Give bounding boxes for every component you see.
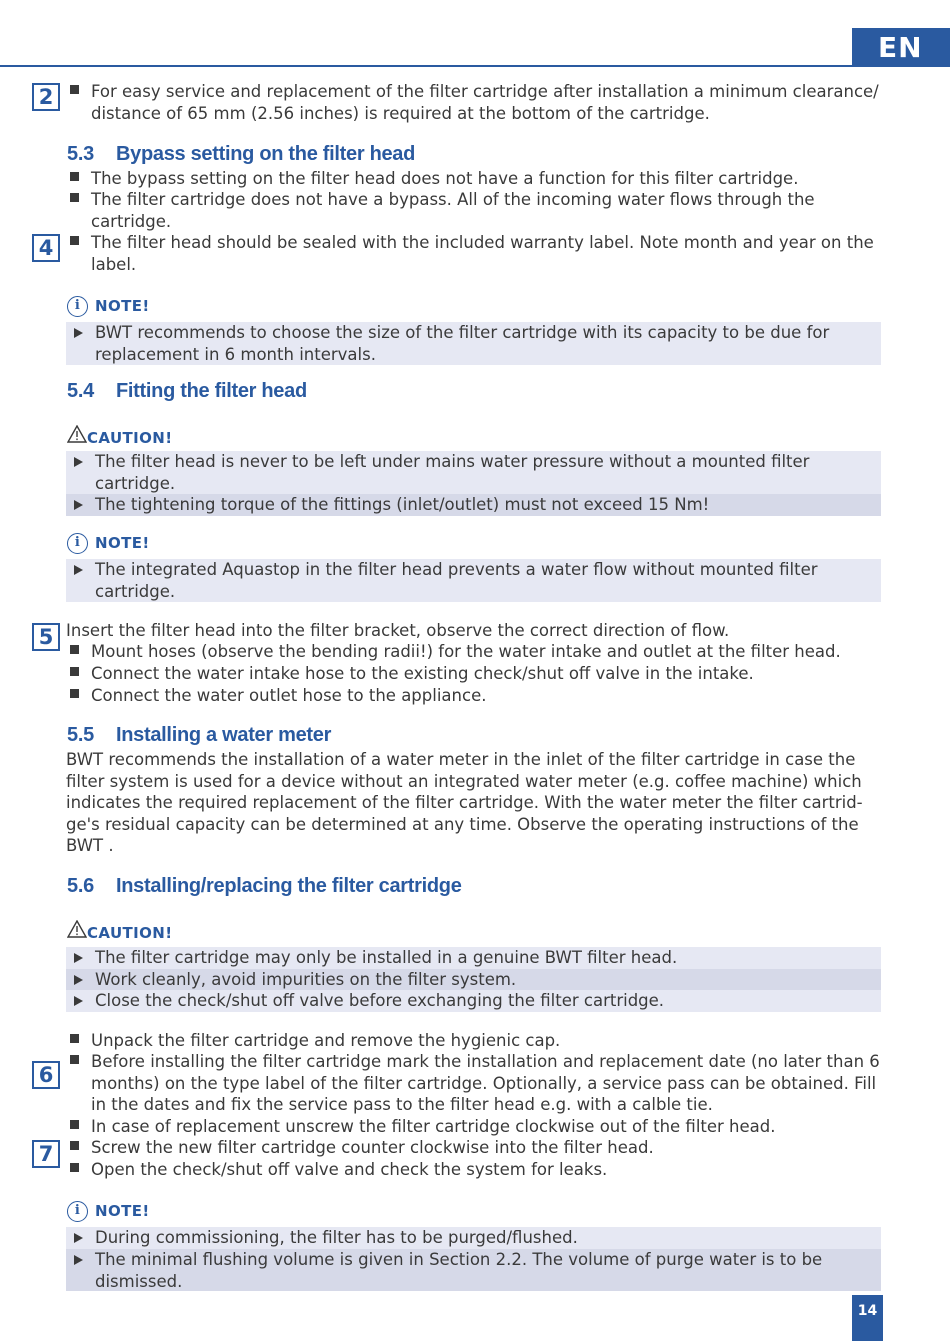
note-label: i NOTE!	[67, 533, 150, 554]
list-item: Before installing the filter cartridge mark the installation and replacement date (no later than 6 months) on the type label of the filter cartridge. Optionally, a service pass can be obtained. Fill in the dates and fix the service pass to the filter head e.g. with a calble tie.	[67, 1051, 882, 1116]
list-item: For easy service and replacement of the filter cartridge after installation a minimum clearance/ distance of 65 mm (2.56 inches) is required at the bottom of the cartridge.	[67, 81, 882, 124]
square-bullet-icon	[70, 1055, 79, 1064]
page-number: 14	[852, 1295, 883, 1341]
info-icon: i	[67, 1201, 88, 1222]
caution-item: Work cleanly, avoid impurities on the filter system.	[66, 969, 881, 990]
info-icon: i	[67, 296, 88, 317]
figure-ref-6: 6	[32, 1061, 60, 1089]
note-item: BWT recommends to choose the size of the filter cartridge with its capacity to be due for replacement in 6 month intervals.	[66, 322, 881, 365]
arrow-bullet-icon	[74, 953, 83, 963]
figure-ref-5: 5	[32, 623, 60, 651]
section-heading-5-6: 5.6 Installing/replacing the filter cartridge	[67, 875, 462, 897]
list-item: The filter cartridge does not have a bypass. All of the incoming water flows through the cartridge.	[67, 189, 882, 232]
list-item: Unpack the filter cartridge and remove the hygienic cap.	[67, 1030, 882, 1052]
warning-icon	[67, 425, 87, 443]
section-heading-5-3: 5.3 Bypass setting on the filter head	[67, 143, 416, 165]
square-bullet-icon	[70, 645, 79, 654]
figure-ref-2: 2	[32, 83, 60, 111]
caution-label: CAUTION!	[67, 920, 173, 942]
note-item: The integrated Aquastop in the filter head prevents a water flow without mounted filter cartridge.	[66, 559, 881, 602]
note-item: The minimal flushing volume is given in Section 2.2. The volume of purge water is to be dismissed.	[66, 1249, 881, 1291]
caution-item: The tightening torque of the fittings (inlet/outlet) must not exceed 15 Nm!	[66, 494, 881, 516]
section-heading-5-4: 5.4 Fitting the filter head	[67, 380, 307, 402]
list-item: Screw the new filter cartridge counter clockwise into the filter head.	[67, 1137, 882, 1159]
square-bullet-icon	[70, 1141, 79, 1150]
arrow-bullet-icon	[74, 1233, 83, 1243]
arrow-bullet-icon	[74, 457, 83, 467]
warning-icon	[67, 920, 87, 938]
step-text: Insert the filter head into the filter bracket, observe the correct direction of flow.	[66, 621, 730, 640]
section-heading-5-5: 5.5 Installing a water meter	[67, 724, 332, 746]
note-label: i NOTE!	[67, 296, 150, 317]
arrow-bullet-icon	[74, 1255, 83, 1265]
arrow-bullet-icon	[74, 996, 83, 1006]
figure-ref-4: 4	[32, 234, 60, 262]
arrow-bullet-icon	[74, 565, 83, 575]
arrow-bullet-icon	[74, 500, 83, 510]
square-bullet-icon	[70, 1163, 79, 1172]
square-bullet-icon	[70, 689, 79, 698]
caution-item: Close the check/shut off valve before exchanging the filter cartridge.	[66, 990, 881, 1012]
info-icon: i	[67, 533, 88, 554]
square-bullet-icon	[70, 667, 79, 676]
caution-item: The filter head is never to be left under mains water pressure without a mounted filter cartridge.	[66, 451, 881, 494]
list-item: In case of replacement unscrew the filter cartridge clockwise out of the filter head.	[67, 1116, 882, 1138]
language-tab: EN	[852, 28, 950, 66]
list-item: Connect the water intake hose to the existing check/shut off valve in the intake.	[67, 663, 882, 685]
list-item: Open the check/shut off valve and check the system for leaks.	[67, 1159, 882, 1181]
square-bullet-icon	[70, 1120, 79, 1129]
caution-label: CAUTION!	[67, 425, 173, 447]
header-rule	[0, 65, 950, 67]
caution-item: The filter cartridge may only be installed in a genuine BWT filter head.	[66, 947, 881, 969]
paragraph: BWT recommends the installation of a water meter in the inlet of the filter cartridge in case the filter system is used for a device without an integrated water meter (e.g. coffee machine) which indicates the required replacement of the filter cartridge. With the water meter the filter cartrid-ge's residual capacity can be determined at any time. Observe the operating instructions of the BWT .	[66, 750, 863, 856]
square-bullet-icon	[70, 1034, 79, 1043]
arrow-bullet-icon	[74, 975, 83, 985]
arrow-bullet-icon	[74, 328, 83, 338]
list-item: The filter head should be sealed with the included warranty label. Note month and year on the label.	[67, 232, 882, 275]
list-item: Mount hoses (observe the bending radii!) for the water intake and outlet at the filter head.	[67, 641, 882, 663]
list-item: Connect the water outlet hose to the appliance.	[67, 685, 882, 707]
square-bullet-icon	[70, 85, 79, 94]
square-bullet-icon	[70, 193, 79, 202]
note-label: i NOTE!	[67, 1201, 150, 1222]
figure-ref-7: 7	[32, 1140, 60, 1168]
square-bullet-icon	[70, 236, 79, 245]
square-bullet-icon	[70, 172, 79, 181]
note-item: During commissioning, the filter has to be purged/flushed.	[66, 1227, 881, 1249]
list-item: The bypass setting on the filter head does not have a function for this filter cartridge.	[67, 168, 882, 190]
